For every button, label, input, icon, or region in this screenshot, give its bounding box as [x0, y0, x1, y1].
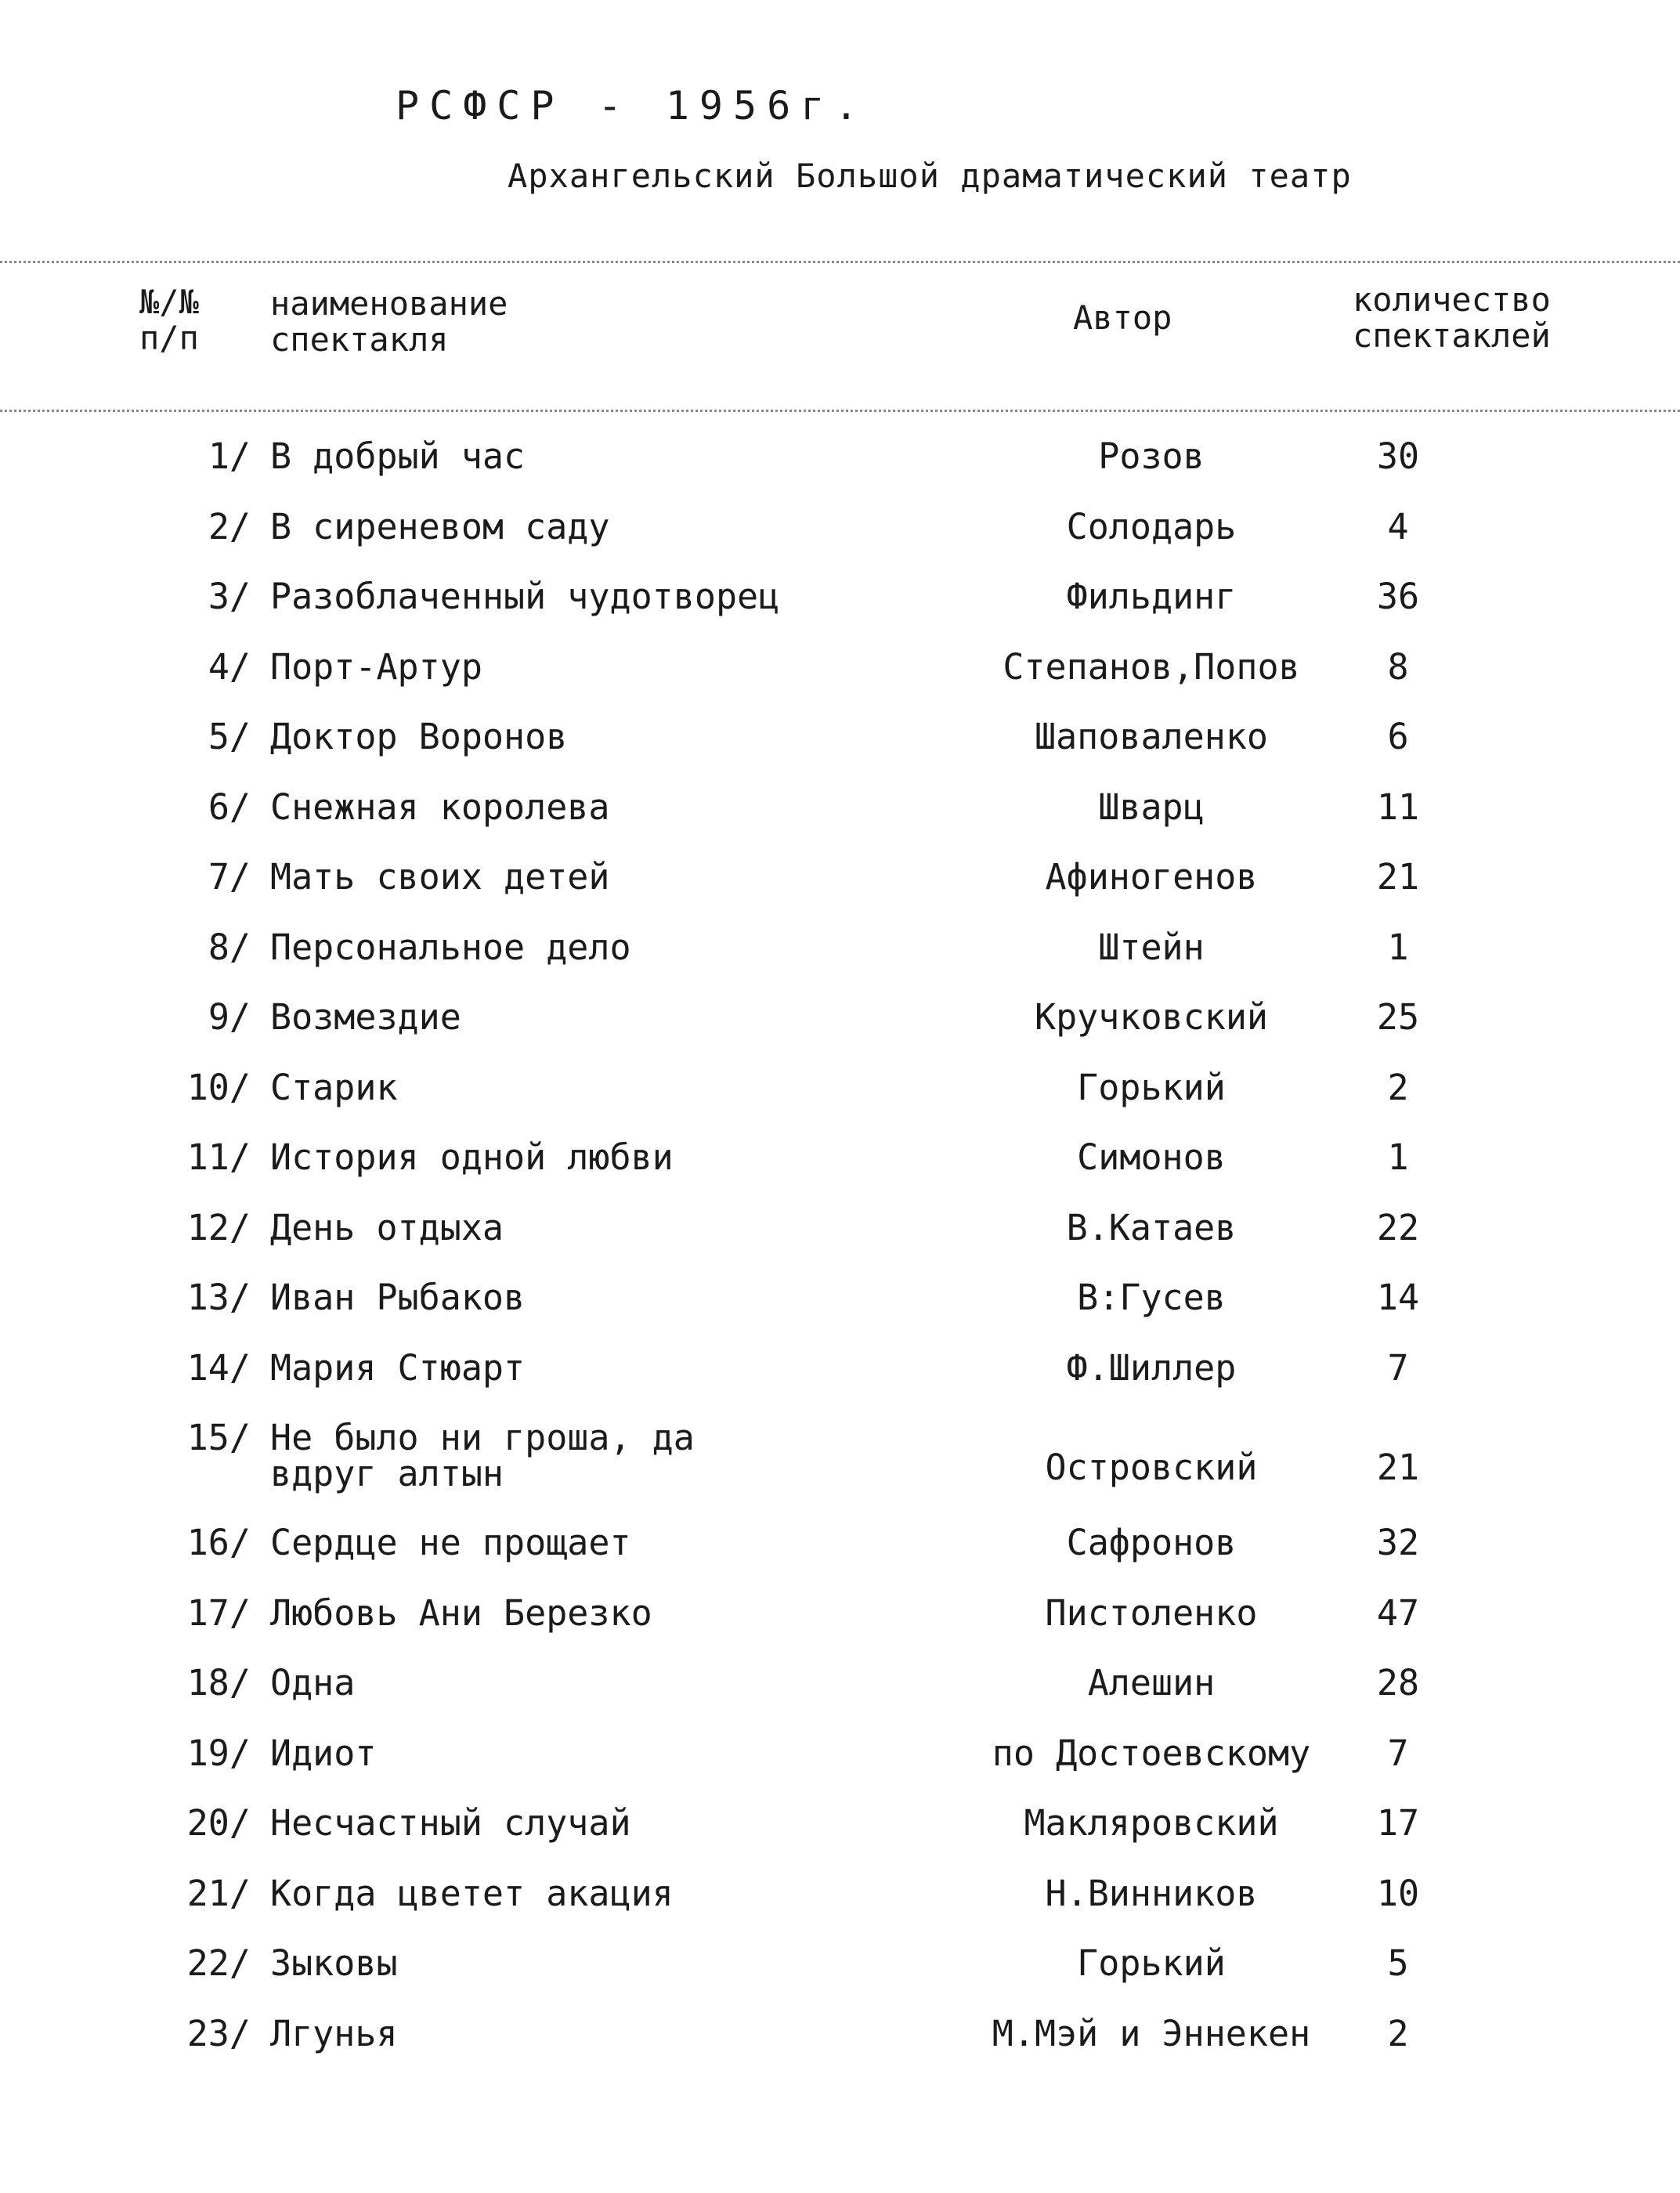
table-row	[0, 1732, 1680, 1806]
table-row	[0, 996, 1680, 1070]
play-title: Зыковы	[270, 1942, 398, 1984]
play-title: История одной любви	[270, 1136, 674, 1178]
table-row	[0, 716, 1680, 789]
performance-count: 21	[1376, 1447, 1420, 1488]
play-author: В:Гусев	[1077, 1277, 1226, 1318]
performance-count: 28	[1376, 1662, 1420, 1703]
column-header-name: наименование спектакля	[270, 284, 508, 359]
row-number: 10/	[186, 1066, 251, 1108]
performance-count: 7	[1387, 1732, 1409, 1774]
column-header-number: №/№ п/п	[139, 283, 199, 357]
table-row	[0, 1066, 1680, 1140]
table-row	[0, 435, 1680, 509]
table-row	[0, 576, 1680, 649]
table-row	[0, 856, 1680, 930]
play-title: Лгунья	[270, 2012, 398, 2054]
play-author: Степанов,Попов	[1003, 645, 1300, 688]
play-title: День отдыха	[270, 1206, 504, 1248]
play-author: Макляровский	[1024, 1802, 1279, 1844]
theatre-name: Архангельский Большой драматический театр	[508, 157, 1352, 195]
play-title: Возмездие	[270, 996, 461, 1038]
row-number: 8/	[208, 926, 251, 968]
table-row	[0, 1277, 1680, 1350]
play-author: Островский	[1045, 1447, 1258, 1488]
performance-count: 22	[1376, 1206, 1420, 1248]
play-title: В сиреневом саду	[270, 505, 610, 547]
performance-count: 1	[1387, 926, 1409, 968]
row-number: 16/	[186, 1522, 251, 1563]
performance-count: 21	[1376, 856, 1420, 898]
header-top-rule	[0, 261, 1680, 263]
play-author: Розов	[1098, 435, 1205, 477]
table-row	[0, 1662, 1680, 1736]
performance-count: 17	[1376, 1802, 1420, 1844]
play-title: Идиот	[270, 1732, 377, 1774]
row-number: 14/	[186, 1346, 251, 1389]
performance-count: 10	[1376, 1872, 1420, 1914]
row-number: 21/	[186, 1872, 251, 1914]
play-author: Н.Винников	[1045, 1872, 1258, 1914]
play-title: Мария Стюарт	[270, 1346, 526, 1389]
play-title: Разоблаченный чудотворец	[270, 576, 780, 617]
performance-count: 7	[1387, 1346, 1409, 1389]
row-number: 18/	[186, 1662, 251, 1703]
table-row	[0, 1206, 1680, 1281]
row-number: 13/	[186, 1277, 251, 1318]
play-title: Когда цветет акация	[270, 1872, 674, 1914]
row-number: 20/	[186, 1802, 251, 1844]
play-author: Штейн	[1098, 926, 1205, 968]
play-author: М.Мэй и Эннекен	[992, 2012, 1311, 2054]
performance-count: 14	[1376, 1277, 1420, 1318]
performance-count: 6	[1387, 716, 1409, 757]
table-row	[0, 1942, 1680, 2016]
play-author: Ф.Шиллер	[1066, 1346, 1237, 1389]
row-number: 7/	[208, 856, 251, 898]
row-number: 22/	[186, 1942, 251, 1984]
play-title: Иван Рыбаков	[270, 1277, 526, 1318]
row-number: 17/	[186, 1591, 251, 1634]
table-row	[0, 1136, 1680, 1210]
performance-count: 1	[1387, 1136, 1409, 1178]
performance-count: 25	[1376, 996, 1420, 1038]
table-row	[0, 1802, 1680, 1876]
play-author: Горький	[1077, 1066, 1226, 1108]
play-title: Персональное дело	[270, 926, 631, 968]
play-author: Афиногенов	[1045, 856, 1258, 898]
table-row	[0, 786, 1680, 860]
table-row	[0, 1522, 1680, 1595]
play-title: В добрый час	[270, 435, 526, 477]
table-row	[0, 645, 1680, 720]
play-author: Симонов	[1077, 1136, 1226, 1178]
row-number: 3/	[208, 576, 251, 617]
table-row	[0, 505, 1680, 580]
row-number: 6/	[208, 786, 251, 828]
play-author: Сафронов	[1066, 1522, 1237, 1563]
play-author: В.Катаев	[1066, 1206, 1237, 1248]
play-author: Шаповаленко	[1034, 716, 1268, 757]
performance-count: 47	[1376, 1591, 1420, 1634]
performance-count: 32	[1376, 1522, 1420, 1563]
play-title: Любовь Ани Березко	[270, 1591, 652, 1634]
performance-count: 8	[1387, 645, 1409, 688]
play-title: Снежная королева	[270, 786, 610, 828]
row-number: 9/	[208, 996, 251, 1038]
performance-count: 4	[1387, 505, 1409, 547]
row-number: 12/	[186, 1206, 251, 1248]
row-number: 19/	[186, 1732, 251, 1774]
play-title: Одна	[270, 1662, 356, 1703]
play-author: Шварц	[1098, 786, 1205, 828]
row-number: 11/	[186, 1136, 251, 1178]
play-title: Доктор Воронов	[270, 716, 568, 757]
header-bottom-rule	[0, 410, 1680, 412]
performance-table	[0, 435, 1680, 2086]
table-row	[0, 1417, 1680, 1525]
play-title: Старик	[270, 1066, 398, 1108]
row-number: 15/	[186, 1417, 251, 1458]
play-author: Солодарь	[1066, 505, 1237, 547]
play-title: Несчастный случай	[270, 1802, 631, 1844]
row-number: 2/	[208, 505, 251, 547]
row-number: 5/	[208, 716, 251, 757]
performance-count: 5	[1387, 1942, 1409, 1984]
play-author: Пистоленко	[1045, 1591, 1258, 1634]
row-number: 4/	[208, 645, 251, 688]
performance-count: 11	[1376, 786, 1420, 828]
play-author: Горький	[1077, 1942, 1226, 1984]
column-header-author: Автор	[1073, 298, 1172, 337]
play-author: Кручковский	[1034, 996, 1268, 1038]
performance-count: 30	[1376, 435, 1420, 477]
performance-count: 36	[1376, 576, 1420, 617]
table-row	[0, 1872, 1680, 1946]
performance-count: 2	[1387, 2012, 1409, 2054]
performance-count: 2	[1387, 1066, 1409, 1108]
row-number: 1/	[208, 435, 251, 477]
play-title: Мать своих детей	[270, 856, 610, 898]
play-title: Порт-Артур	[270, 645, 482, 688]
table-row	[0, 2012, 1680, 2086]
play-title: Не было ни гроша, да вдруг алтын	[270, 1417, 695, 1494]
row-number: 23/	[186, 2012, 251, 2054]
column-header-count: количество спектаклей	[1353, 280, 1551, 355]
table-row	[0, 1346, 1680, 1421]
table-row	[0, 1591, 1680, 1666]
table-row	[0, 926, 1680, 1000]
play-author: Алешин	[1087, 1662, 1216, 1703]
play-title: Сердце не прощает	[270, 1522, 631, 1563]
play-author: по Достоевскому	[992, 1732, 1311, 1774]
play-author: Фильдинг	[1066, 576, 1237, 617]
document-title: РСФСР - 1956г.	[396, 83, 869, 128]
